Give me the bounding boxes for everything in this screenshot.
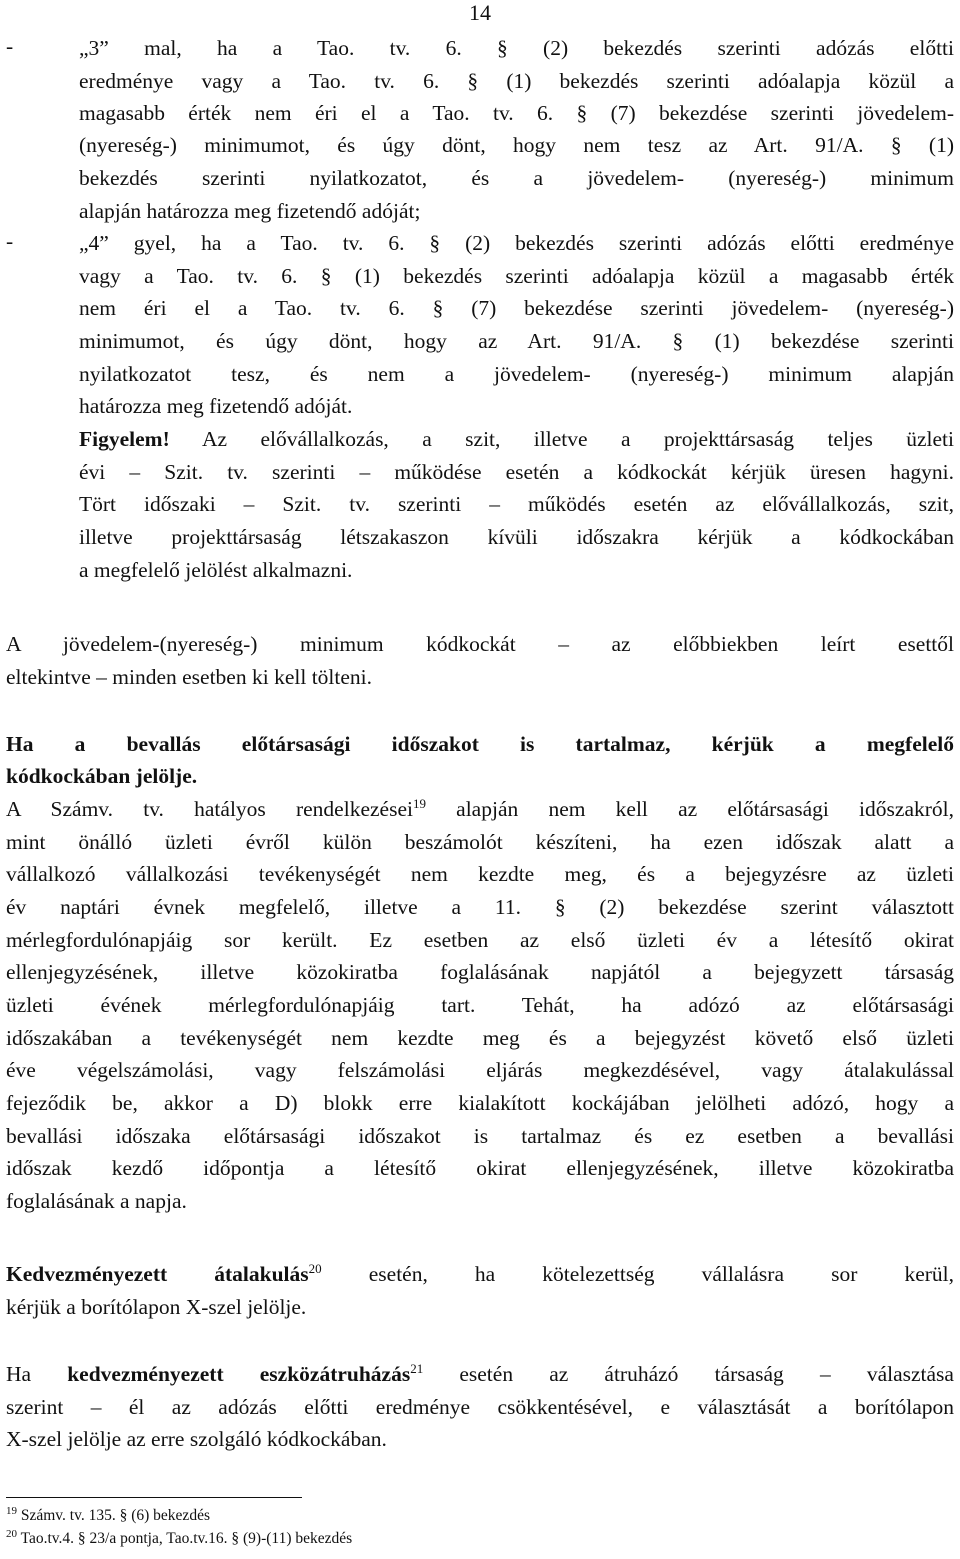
list-item-2-line: nyilatkozatot tesz, és nem a jövedelem- (nyereség-) minimum alapján [79, 362, 954, 386]
asset-transfer-paragraph-line [6, 1358, 954, 1390]
minimum-paragraph-line: eltekintve – minden esetben ki kell tölteni. [6, 665, 373, 689]
attention-line: évi – Szit. tv. szerinti – működése esetén a kódkockát kérjük üresen hagyni. [79, 460, 954, 484]
paragraph-text: A Számv. tv. hatályos rendelkezései [6, 797, 413, 821]
footnote-number: 20 [6, 1527, 17, 1540]
pre-company-heading: kódkockában jelölje. [6, 764, 198, 788]
footnote-ref: 21 [410, 1360, 424, 1376]
minimum-paragraph-line: A jövedelem-(nyereség-) minimum kódkockát – az előbbiekben leírt esettől [6, 632, 954, 656]
pre-company-paragraph-line: mérlegfordulónapjáig sor került. Ez esetben az első üzleti év a létesítő okirat [6, 928, 954, 952]
pre-company-paragraph-line: foglalásának a napja. [6, 1189, 187, 1213]
asset-transfer-bold: kedvezményezett eszközátruházás [67, 1362, 411, 1386]
attention-line: illetve projekttársaság létszakaszon kívüli időszakra kérjük a kódkockában [79, 525, 954, 549]
attention-text: Az elővállalkozás, a szit, illetve a projekttársaság teljes üzleti [201, 427, 954, 451]
pre-company-paragraph-line: időszakában a tevékenységét nem kezdte meg és a bejegyzést követő első üzleti [6, 1026, 954, 1050]
pre-company-paragraph-line: év naptári évnek megfelelő, illetve a 11. § (2) bekezdése szerint választott [6, 895, 954, 919]
attention-label: Figyelem! [79, 427, 170, 451]
list-item-1-line: (nyereség-) minimumot, és úgy dönt, hogy nem tesz az Art. 91/A. § (1) [79, 133, 954, 157]
pre-company-paragraph-line: bevallási időszaka előtársasági időszakot is tartalmaz és ez esetben a bevallási [6, 1124, 954, 1148]
footnote-separator [6, 1497, 302, 1498]
pre-company-paragraph-line: fejeződik be, akkor a D) blokk erre kialakított kockájában jelölheti adózó, hogy a [6, 1091, 954, 1115]
pre-company-paragraph-line: éve végelszámolási, vagy felszámolási eljárás megkezdésével, vagy átalakulással [6, 1058, 954, 1082]
list-dash: - [6, 34, 14, 58]
list-item-1-line: eredménye vagy a Tao. tv. 6. § (1) bekezdés szerinti adóalapja közül a [79, 69, 954, 93]
list-item-2-line: minimumot, és úgy dönt, hogy az Art. 91/A. § (1) bekezdése szerinti [79, 329, 954, 353]
list-item-1-line: magasabb érték nem éri el a Tao. tv. 6. § (7) bekezdése szerinti jövedelem- [79, 101, 954, 125]
page-number: 14 [469, 0, 491, 25]
attention-line: a megfelelő jelölést alkalmazni. [79, 558, 353, 582]
paragraph-text: esetén, ha kötelezettség vállalásra sor kerül, [321, 1262, 954, 1286]
attention-line [79, 423, 954, 455]
asset-transfer-paragraph-line: szerint – él az adózás előtti eredménye csökkentésével, e választását a borítólapon [6, 1395, 954, 1419]
list-item-2-line: határozza meg fizetendő adóját. [79, 394, 353, 418]
list-item-2-line: vagy a Tao. tv. 6. § (1) bekezdés szerinti adóalapja közül a magasabb érték [79, 264, 954, 288]
list-item-1-line: „3” mal, ha a Tao. tv. 6. § (2) bekezdés szerinti adózás előtti [79, 36, 954, 60]
transformation-bold: Kedvezményezett átalakulás [6, 1262, 309, 1286]
pre-company-paragraph-line [6, 793, 954, 825]
paragraph-text: Ha [6, 1362, 68, 1386]
pre-company-paragraph-line: ellenjegyzésének, illetve közokiratba foglalásának napjától a bejegyzett társaság [6, 960, 954, 984]
footnote-ref: 19 [412, 795, 426, 811]
footnote-text: Számv. tv. 135. § (6) bekezdés [17, 1507, 210, 1524]
list-item-2-line: „4” gyel, ha a Tao. tv. 6. § (2) bekezdés szerinti adózás előtti eredménye [79, 231, 954, 255]
paragraph-text: esetén az átruházó társaság – választása [423, 1362, 954, 1386]
asset-transfer-paragraph-line: X-szel jelölje az erre szolgáló kódkockában. [6, 1427, 387, 1451]
transformation-paragraph-line: kérjük a borítólapon X-szel jelölje. [6, 1295, 307, 1319]
footnote-number: 19 [6, 1504, 17, 1517]
paragraph-text: alapján nem kell az előtársasági időszakról, [425, 797, 954, 821]
pre-company-paragraph-line: mint önálló üzleti évről külön beszámolót készíteni, ha ezen időszak alatt a [6, 830, 954, 854]
list-item-1-line: alapján határozza meg fizetendő adóját; [79, 199, 421, 223]
pre-company-paragraph-line: időszak kezdő időpontja a létesítő okirat ellenjegyzésének, illetve közokiratba [6, 1156, 954, 1180]
list-dash: - [6, 229, 14, 253]
list-item-1-line: bekezdés szerinti nyilatkozatot, és a jövedelem- (nyereség-) minimum [79, 166, 954, 190]
footnote-text: Tao.tv.4. § 23/a pontja, Tao.tv.16. § (9)-(11) bekezdés [17, 1530, 353, 1547]
footnote [6, 1506, 210, 1526]
pre-company-paragraph-line: üzleti évének mérlegfordulónapjáig tart. Tehát, ha adózó az előtársasági [6, 993, 954, 1017]
transformation-paragraph-line [6, 1258, 954, 1290]
footnote-ref: 20 [308, 1260, 322, 1276]
list-item-2-line: nem éri el a Tao. tv. 6. § (7) bekezdése szerinti jövedelem- (nyereség-) [79, 296, 954, 320]
attention-line: Tört időszaki – Szit. tv. szerinti – működés esetén az elővállalkozás, szit, [79, 492, 954, 516]
pre-company-paragraph-line: vállalkozó vállalkozási tevékenységét nem kezdte meg, és a bejegyzésre az üzleti [6, 862, 954, 886]
footnote [6, 1529, 352, 1549]
pre-company-heading: Ha a bevallás előtársasági időszakot is tartalmaz, kérjük a megfelelő [6, 732, 954, 756]
